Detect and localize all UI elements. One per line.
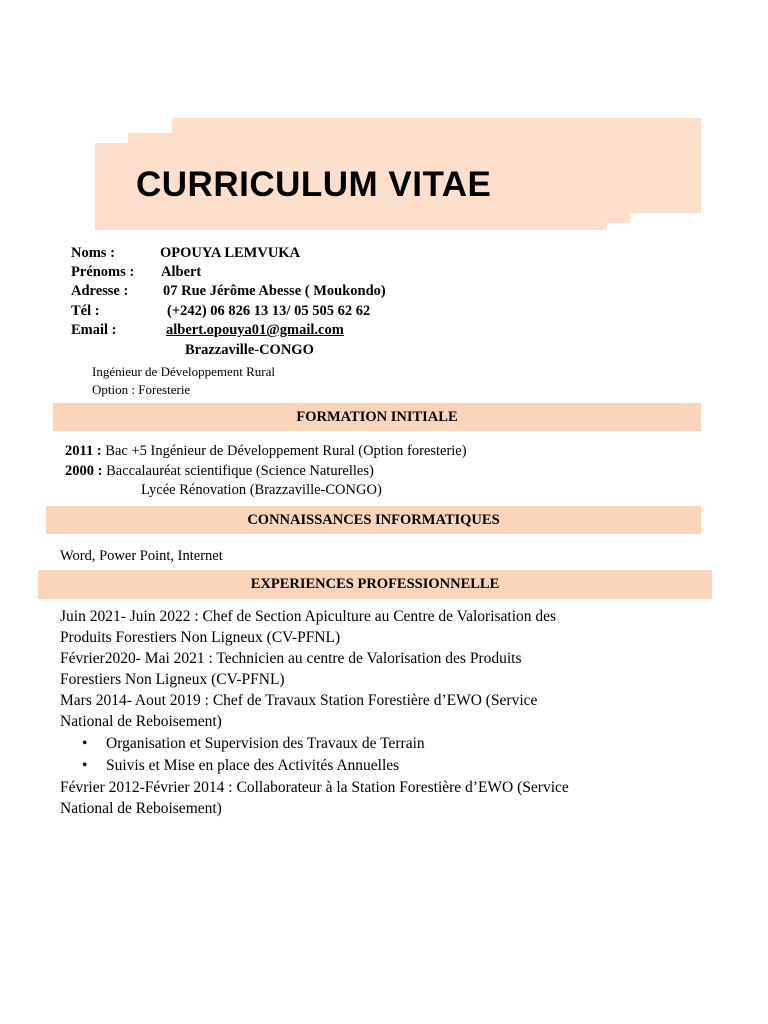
informatique-text: Word, Power Point, Internet [60, 548, 223, 564]
formation-text: Baccalauréat scientifique (Science Naturelles) [102, 463, 374, 479]
experience-bullet-item [82, 757, 399, 775]
section-header-formation: FORMATION INITIALE [53, 403, 701, 431]
experience-line: Produits Forestiers Non Ligneux (CV-PFNL) [60, 629, 341, 646]
experience-line: Forestiers Non Ligneux (CV-PFNL) [60, 671, 285, 688]
formation-entry-2011 [65, 443, 467, 460]
option-text: Option : Foresterie [92, 382, 191, 397]
label-tel: Tél : [71, 303, 100, 319]
bullet-icon: • [82, 757, 88, 774]
bullet-text: Organisation et Supervision des Travaux de Terrain [106, 735, 425, 752]
section-header-experiences: EXPERIENCES PROFESSIONNELLE [38, 570, 712, 599]
label-adresse: Adresse : [71, 283, 129, 299]
experience-bullet-item [82, 735, 425, 753]
formation-continuation: Lycée Rénovation (Brazzaville-CONGO) [141, 482, 382, 498]
value-city: Brazzaville-CONGO [185, 342, 314, 358]
experience-line: Février2020- Mai 2021 : Technicien au centre de Valorisation des Produits [60, 650, 522, 667]
bullet-icon: • [82, 735, 88, 752]
formation-year: 2011 : [65, 443, 102, 459]
experience-line: National de Reboisement) [60, 713, 222, 730]
bullet-text: Suivis et Mise en place des Activités Annuelles [106, 757, 400, 774]
page-title: CURRICULUM VITAE [136, 165, 492, 204]
value-tel: (+242) 06 826 13 13/ 05 505 62 62 [167, 303, 371, 319]
experience-line: National de Reboisement) [60, 800, 222, 817]
label-prenoms: Prénoms : [71, 264, 135, 280]
section-header-informatique: CONNAISSANCES INFORMATIQUES [46, 506, 701, 534]
experience-line: Février 2012-Février 2014 : Collaborateur à la Station Forestière d’EWO (Service [60, 779, 569, 796]
formation-year: 2000 : [65, 463, 103, 479]
experience-line: Juin 2021- Juin 2022 : Chef de Section Apiculture au Centre de Valorisation des [60, 608, 557, 625]
email-link[interactable]: albert.opouya01@gmail.com [166, 322, 344, 338]
value-adresse: 07 Rue Jérôme Abesse ( Moukondo) [163, 283, 386, 299]
experience-line: Mars 2014- Aout 2019 : Chef de Travaux Station Forestière d’EWO (Service [60, 692, 538, 709]
value-noms: OPOUYA LEMVUKA [160, 245, 301, 261]
value-prenoms: Albert [161, 264, 202, 280]
info-row-city [185, 342, 314, 361]
label-email: Email : [71, 322, 117, 338]
profession-text: Ingénieur de Développement Rural [92, 364, 276, 379]
formation-text: Bac +5 Ingénieur de Développement Rural (Option foresterie) [101, 443, 467, 459]
label-noms: Noms : [71, 245, 115, 261]
formation-entry-2000 [65, 463, 374, 480]
